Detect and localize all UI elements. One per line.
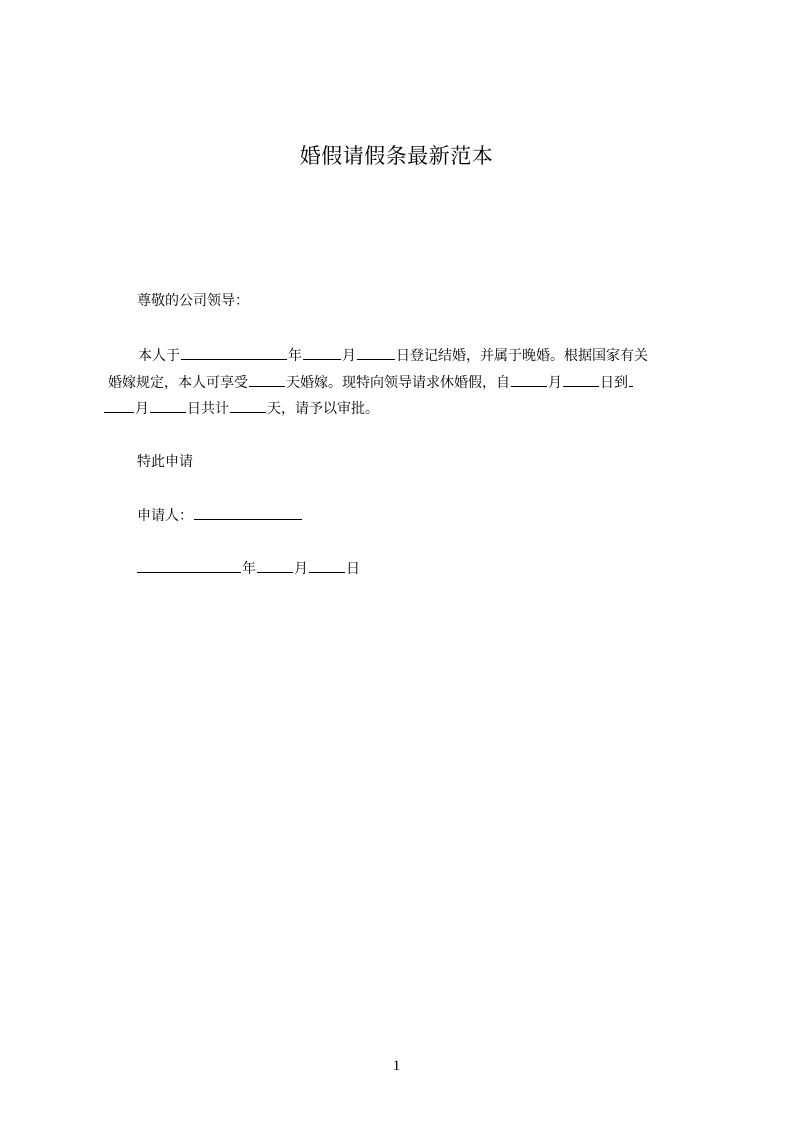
year-blank[interactable] (181, 345, 287, 360)
body-text: 婚嫁规定，本人可享受 (108, 374, 248, 391)
body-line-2 (104, 370, 700, 397)
body-text: 天婚嫁。现特向领导请求休婚假，自 (286, 374, 510, 391)
end-day-blank[interactable] (150, 398, 186, 413)
body-line-3 (104, 396, 700, 423)
closing-text: 特此申请 (137, 454, 193, 470)
date-month-blank[interactable] (257, 558, 293, 573)
start-day-blank[interactable] (563, 372, 599, 387)
date-day-blank[interactable] (309, 558, 345, 573)
body-text: 月 (135, 401, 149, 417)
date-month-label: 月 (294, 561, 308, 577)
salutation: 尊敬的公司领导： (137, 293, 249, 309)
body-text: 天，请予以审批。 (267, 401, 379, 417)
month-blank[interactable] (303, 345, 341, 360)
body-text: 本人于 (138, 348, 180, 364)
day-blank[interactable] (357, 345, 395, 360)
body-text: 月 (342, 348, 356, 364)
start-month-blank[interactable] (511, 372, 547, 387)
document-title: 婚假请假条最新范本 (299, 144, 494, 168)
signature-label: 申请人： (137, 508, 193, 524)
body-text: 日登记结婚，并属于晚婚。根据国家有关 (396, 348, 648, 364)
body-text: 日到 (600, 374, 628, 391)
body-text: 日共计 (187, 401, 229, 417)
end-blank-tail (629, 372, 633, 387)
total-days-blank[interactable] (230, 398, 266, 413)
body-text: 年 (288, 348, 302, 364)
end-month-blank[interactable] (104, 398, 134, 413)
date-line (137, 558, 360, 579)
page-number: 1 (392, 1058, 401, 1074)
body-paragraph (104, 343, 700, 423)
date-year-blank[interactable] (137, 558, 241, 573)
date-day-label: 日 (346, 561, 360, 577)
applicant-name-blank[interactable] (194, 505, 302, 520)
signature-line (137, 505, 303, 526)
date-year-label: 年 (242, 561, 256, 577)
days-allowed-blank[interactable] (249, 372, 285, 387)
body-line-1 (104, 343, 700, 370)
body-text: 月 (548, 374, 562, 391)
